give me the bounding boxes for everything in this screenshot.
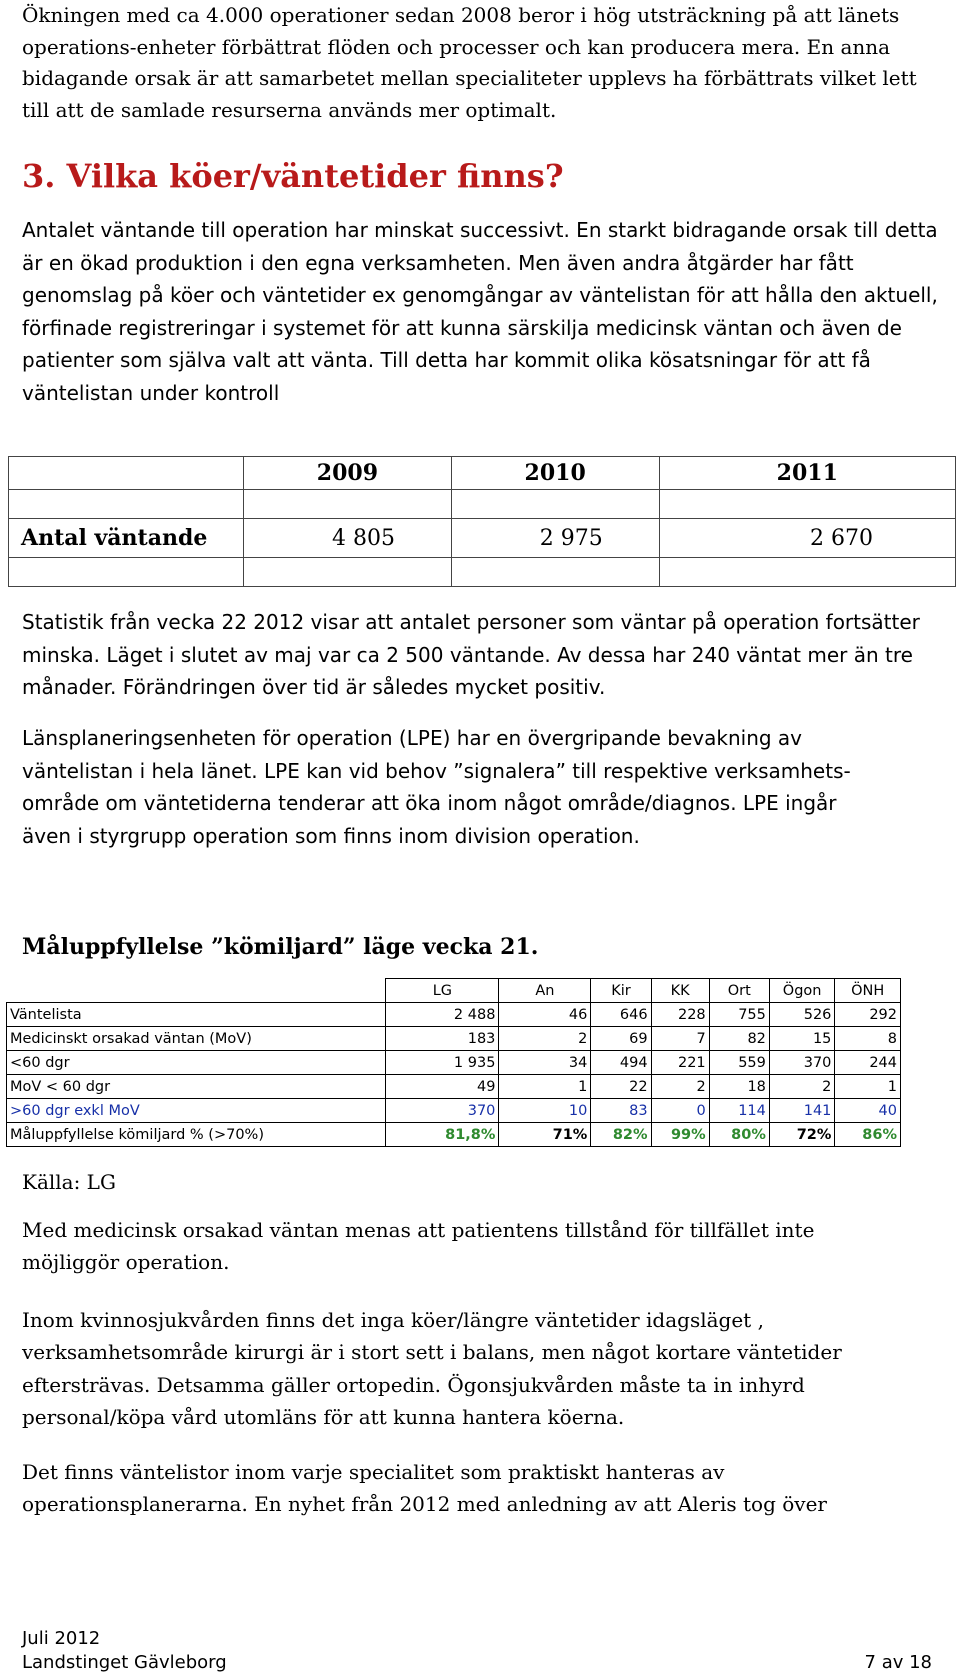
lpe-paragraph: Länsplaneringsenheten för operation (LPE) har en övergripande bevakning av väntelistan i hela länet. LPE kan vid behov ”signalera” till respektive verksamhets-område om väntetiderna tenderar att öka inom något område/diagnos. LPE ingår även i styrgrupp operation som finns inom division operation. (22, 726, 851, 848)
table-cell: 8 (835, 1027, 901, 1051)
table-cell: 82 (709, 1027, 769, 1051)
percent-cell: 81,8% (386, 1123, 499, 1147)
table-cell: 494 (591, 1051, 651, 1075)
table-row (7, 1123, 901, 1147)
table-cell: 221 (651, 1051, 709, 1075)
table-cell: 183 (386, 1027, 499, 1051)
table-cell: 46 (499, 1003, 591, 1027)
year-cell: 2010 (451, 457, 659, 490)
table-cell: 18 (709, 1075, 769, 1099)
table-row (7, 1075, 901, 1099)
table-cell: 646 (591, 1003, 651, 1027)
table-cell: 1 (835, 1075, 901, 1099)
table-cell: 0 (651, 1099, 709, 1123)
column-header: Kir (591, 979, 651, 1003)
table-cell: 22 (591, 1075, 651, 1099)
table-cell: 141 (769, 1099, 835, 1123)
waiting-paragraph: Antalet väntande till operation har minskat successivt. En starkt bidragande orsak till detta är en ökad produktion i den egna verksamheten. Men även andra åtgärder har fått genomslag på köer och väntetider ex genomgångar av väntelistan för att hålla den aktuell, förfinade registreringar i systemet för att kunna särskilja medicinsk väntan och även de patienter som själva valt att vänta. Till detta har kommit olika kösatsningar för att få väntelistan under kontroll (22, 218, 938, 405)
percent-cell: 86% (835, 1123, 901, 1147)
intro-paragraph: Ökningen med ca 4.000 operationer sedan 2008 beror i hög utsträckning på att länets operations-enheter förbättrat flöden och processer och kan producera mera. En anna bidagande orsak är att samarbetet mellan specialiteter upplevs ha förbättrats vilket lett till att de samlade resurserna används mer optimalt. (22, 3, 917, 122)
table-cell: 2 488 (386, 1003, 499, 1027)
source-note: Källa: LG (22, 1170, 116, 1194)
spacer-row (9, 558, 956, 587)
table-row (7, 1099, 901, 1123)
mov-paragraph: Med medicinsk orsakad väntan menas att patientens tillstånd för tillfället inte möjliggör operation. (22, 1218, 815, 1275)
table-cell: 83 (591, 1099, 651, 1123)
year-header-row (9, 457, 956, 490)
table-cell: 755 (709, 1003, 769, 1027)
column-header: Ort (709, 979, 769, 1003)
row-label: Måluppfyllelse kömiljard % (>70%) (7, 1123, 386, 1147)
goal-subheading: Måluppfyllelse ”kömiljard” läge vecka 21. (22, 934, 539, 960)
table-cell: 559 (709, 1051, 769, 1075)
year-cell: 2011 (659, 457, 955, 490)
table-cell: 244 (835, 1051, 901, 1075)
column-header: KK (651, 979, 709, 1003)
row-label: >60 dgr exkl MoV (7, 1099, 386, 1123)
table-cell: 292 (835, 1003, 901, 1027)
empty-header-cell (7, 979, 386, 1003)
table-cell: 34 (499, 1051, 591, 1075)
column-header: Ögon (769, 979, 835, 1003)
table-cell: 370 (769, 1051, 835, 1075)
footer-date: Juli 2012 (22, 1628, 101, 1649)
spacer-row (9, 490, 956, 519)
row-label: <60 dgr (7, 1051, 386, 1075)
empty-header-cell (9, 457, 244, 490)
value-cell: 2 975 (451, 519, 659, 558)
table-cell: 114 (709, 1099, 769, 1123)
percent-cell: 99% (651, 1123, 709, 1147)
waiting-lists-paragraph: Det finns väntelistor inom varje specialitet som praktiskt hanteras av operationsplanerarna. En nyhet från 2012 med anledning av att Aleris tog över (22, 1460, 827, 1517)
row-label: Antal väntande (9, 519, 244, 558)
stats-paragraph: Statistik från vecka 22 2012 visar att antalet personer som väntar på operation fortsätter minska. Läget i slutet av maj var ca 2 500 väntande. Av dessa har 240 väntat mer än tre månader. Förändringen över tid är således mycket positiv. (22, 610, 920, 699)
percent-cell: 82% (591, 1123, 651, 1147)
table-row (7, 1003, 901, 1027)
waiting-count-row (9, 519, 956, 558)
kvinno-paragraph: Inom kvinnosjukvården finns det inga köer/längre väntetider idagsläget , verksamhetsområde kirurgi är i stort sett i balans, men något kortare väntetider eftersträvas. Detsamma gäller ortopedin. Ögonsjukvården måste ta in inhyrd personal/köpa vård utomläns för att kunna hantera köerna. (22, 1308, 842, 1429)
table-row (7, 1027, 901, 1051)
table-cell: 2 (651, 1075, 709, 1099)
table-cell: 49 (386, 1075, 499, 1099)
column-header: LG (386, 979, 499, 1003)
table-row (7, 1051, 901, 1075)
percent-cell: 72% (769, 1123, 835, 1147)
table-cell: 40 (835, 1099, 901, 1123)
table-cell: 526 (769, 1003, 835, 1027)
table-cell: 2 (499, 1027, 591, 1051)
percent-cell: 80% (709, 1123, 769, 1147)
goal-fulfillment-table (6, 978, 901, 1147)
table-cell: 1 935 (386, 1051, 499, 1075)
table-cell: 370 (386, 1099, 499, 1123)
table-cell: 1 (499, 1075, 591, 1099)
table-cell: 15 (769, 1027, 835, 1051)
year-cell: 2009 (244, 457, 452, 490)
table-cell: 7 (651, 1027, 709, 1051)
table-cell: 2 (769, 1075, 835, 1099)
footer-org: Landstinget Gävleborg (22, 1652, 227, 1673)
row-label: MoV < 60 dgr (7, 1075, 386, 1099)
page-number: 7 av 18 (864, 1652, 932, 1673)
row-label: Väntelista (7, 1003, 386, 1027)
waiting-by-year-table (8, 456, 956, 587)
column-header: An (499, 979, 591, 1003)
table-cell: 10 (499, 1099, 591, 1123)
table-header-row (7, 979, 901, 1003)
section-heading: 3. Vilka köer/väntetider finns? (22, 157, 564, 195)
column-header: ÖNH (835, 979, 901, 1003)
percent-cell: 71% (499, 1123, 591, 1147)
table-cell: 69 (591, 1027, 651, 1051)
value-cell: 2 670 (659, 519, 955, 558)
value-cell: 4 805 (244, 519, 452, 558)
table-cell: 228 (651, 1003, 709, 1027)
row-label: Medicinskt orsakad väntan (MoV) (7, 1027, 386, 1051)
